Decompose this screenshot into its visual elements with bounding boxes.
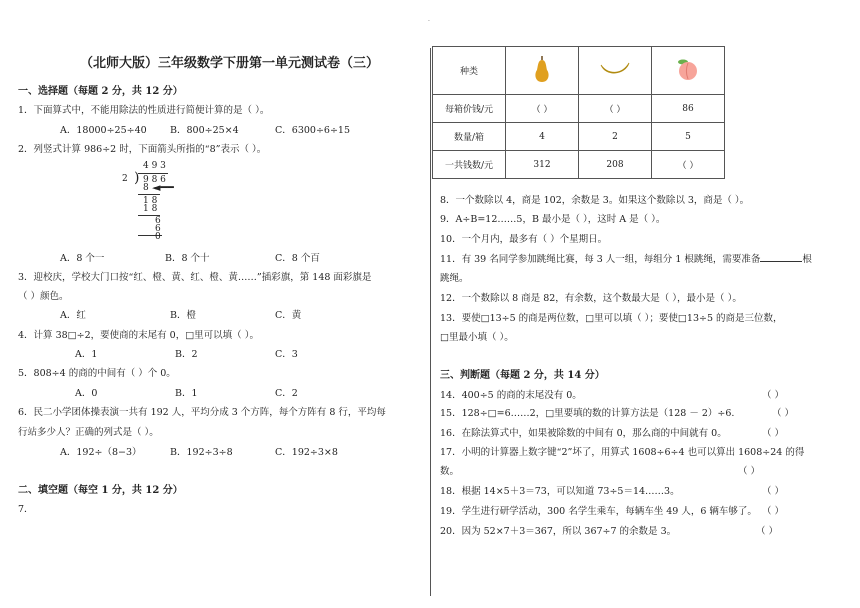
page-dot: . (428, 16, 430, 23)
question-1: 1．下面算式中，不能用除法的性质进行简便计算的是（ ）。 (18, 105, 270, 116)
answer-paren-17: （ ） (738, 466, 761, 477)
q6-option-a: A．192÷（8−3） (60, 447, 142, 458)
q5-option-c: C．2 (275, 388, 298, 399)
answer-paren-20: （ ） (756, 526, 779, 537)
question-6-line-2: 行站多少人？正确的列式是（ ）。 (18, 427, 159, 438)
answer-paren-18: （ ） (762, 486, 785, 497)
question-11-line-1 (440, 253, 812, 266)
table-header-price: 每箱价钱/元 (433, 95, 506, 123)
q6-option-b: B．192÷3÷8 (170, 447, 233, 458)
q4-option-c: C．3 (275, 349, 298, 360)
question-12: 12．一个数除以 8 商是 82，有余数，这个数最大是（ ），最小是（ ）。 (440, 293, 742, 304)
q11-text: 11．有 39 名同学参加跳绳比赛，每 3 人一组，每组分 1 根跳绳，需要准备 (440, 254, 761, 265)
section-choice-heading: 一、选择题（每题 2 分，共 12 分） (18, 86, 183, 97)
q6-option-c: C．192÷3×8 (275, 447, 338, 458)
arrow-left-icon: ◄━━ (152, 181, 174, 194)
column-divider (430, 48, 431, 596)
pear-cell (506, 47, 579, 95)
question-14: 14．400÷5 的商的末尾没有 0。 (440, 390, 582, 401)
question-8: 8．一个数除以 4，商是 102，余数是 3。如果这个数除以 3，商是（ ）。 (440, 195, 750, 206)
ld-row-18b: 1 8 (143, 204, 158, 214)
question-4: 4．计算 38□÷2，要使商的末尾有 0，□里可以填（ ）。 (18, 330, 259, 341)
table-header-total: 一共钱数/元 (433, 151, 506, 179)
ld-row-6b: 6 (155, 224, 161, 234)
total-pear: 312 (506, 151, 579, 179)
qty-pear: 4 (506, 123, 579, 151)
qty-banana: 2 (579, 123, 652, 151)
total-banana: 208 (579, 151, 652, 179)
q4-option-b: B．2 (175, 349, 198, 360)
fruit-price-table (432, 46, 725, 179)
answer-paren-14: （ ） (762, 390, 785, 401)
question-9: 9．A÷B=12……5，B 最小是（ ），这时 A 是（ ）。 (440, 214, 666, 225)
question-7-label: 7． (18, 504, 34, 515)
q2-option-b: B．8 个十 (165, 253, 210, 264)
q1-option-a: A．18000÷25÷40 (60, 125, 147, 136)
answer-paren-15: （ ） (772, 408, 795, 419)
price-peach: 86 (652, 95, 725, 123)
q3-option-b: B．橙 (170, 310, 196, 321)
ld-row-18a: 1 8 (143, 196, 158, 206)
section-fill-heading: 二、填空题（每空 1 分，共 12 分） (18, 485, 183, 496)
ld-bracket: ) (134, 170, 140, 186)
question-3-line-1: 3．迎校庆，学校大门口按“红、橙、黄、红、橙、黄……”插彩旗，第 148 面彩旗是 (18, 272, 372, 283)
question-5: 5．808÷4 的商的中间有（ ）个 0。 (18, 368, 176, 379)
ld-divisor: 2 (122, 174, 128, 184)
peach-cell (652, 47, 725, 95)
question-11-line-2: 跳绳。 (440, 273, 469, 284)
question-10: 10．一个月内，最多有（ ）个星期日。 (440, 234, 608, 245)
q5-option-a: A．0 (75, 388, 98, 399)
question-3-line-2: （ ）颜色。 (18, 291, 69, 302)
q5-option-b: B．1 (175, 388, 198, 399)
answer-paren-19: （ ） (762, 506, 785, 517)
q3-option-a: A．红 (60, 310, 86, 321)
q3-option-c: C．黄 (275, 310, 302, 321)
question-20: 20．因为 52×7＋3＝367，所以 367÷7 的余数是 3。 (440, 526, 677, 537)
banana-icon (598, 72, 632, 82)
pear-icon (531, 77, 553, 87)
question-17-line-2: 数。 (440, 466, 460, 477)
page-title: （北师大版）三年级数学下册第一单元测试卷（三） (80, 56, 380, 71)
q11-unit: 根 (802, 254, 812, 265)
q2-option-c: C．8 个百 (275, 253, 320, 264)
banana-cell (579, 47, 652, 95)
q2-option-a: A．8 个一 (60, 253, 105, 264)
q1-option-b: B．800÷25×4 (170, 125, 239, 136)
question-16: 16．在除法算式中，如果被除数的中间有 0，那么商的中间就有 0。 (440, 428, 727, 439)
qty-peach: 5 (652, 123, 725, 151)
ld-row-8: 8 (143, 183, 149, 193)
question-6-line-1: 6．民二小学团体操表演一共有 192 人，平均分成 3 个方阵，每个方阵有 8 行，平均每 (18, 407, 386, 418)
question-13-line-2: □里最小填（ ）。 (440, 332, 514, 343)
question-2: 2．列竖式计算 986÷2 时，下面箭头所指的“8”表示（ ）。 (18, 144, 267, 155)
peach-icon (675, 75, 701, 85)
section-judge-heading: 三、判断题（每题 2 分，共 14 分） (440, 370, 605, 381)
ld-dividend: 9 8 6 (143, 175, 166, 185)
answer-paren-16: （ ） (762, 428, 785, 439)
price-pear: （ ） (506, 95, 579, 123)
total-peach: （ ） (652, 151, 725, 179)
ld-row-6a: 6 (155, 216, 161, 226)
q1-option-c: C．6300÷6÷15 (275, 125, 350, 136)
ld-row-0: 0 (155, 232, 161, 242)
question-13-line-1: 13．要使□13÷5 的商是两位数，□里可以填（ ）；要使□13÷5 的商是三位数， (440, 313, 783, 324)
question-19: 19．学生进行研学活动，300 名学生乘车，每辆车坐 49 人，6 辆车够了。 (440, 506, 757, 517)
question-15: 15．128÷□=6……2，□里要填的数的计算方法是（128 － 2）÷6. (440, 408, 735, 419)
q4-option-a: A．1 (75, 349, 98, 360)
price-banana: （ ） (579, 95, 652, 123)
table-header-qty: 数量/箱 (433, 123, 506, 151)
question-18: 18．根据 14×5＋3＝73，可以知道 73÷5＝14……3。 (440, 486, 680, 497)
table-header-kind: 种类 (433, 47, 506, 95)
q11-blank (760, 261, 802, 262)
ld-quotient: 4 9 3 (143, 161, 166, 171)
question-17-line-1: 17．小明的计算器上数字键“2”坏了，用算式 1608÷6÷4 也可以算出 1608÷24 的得 (440, 447, 805, 458)
